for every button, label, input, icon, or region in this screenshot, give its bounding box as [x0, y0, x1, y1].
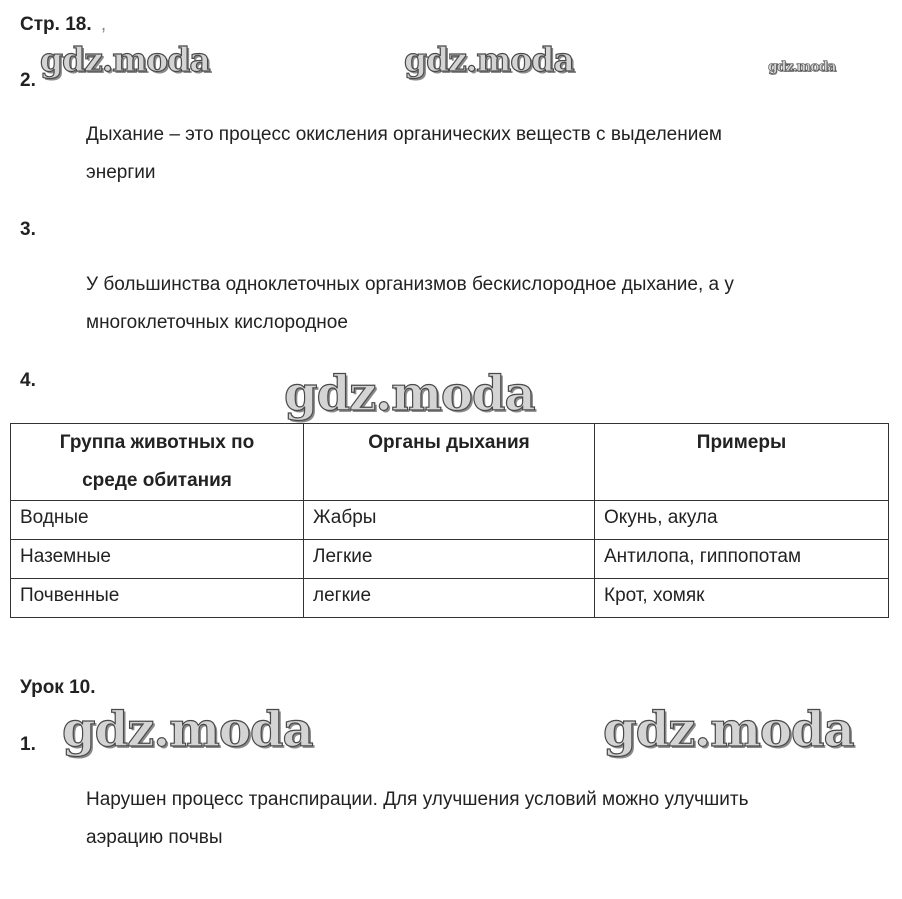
cell-organ: легкие [304, 579, 595, 618]
stray-mark: , [100, 14, 107, 35]
page-heading [20, 14, 106, 36]
answer-line: энергии [86, 162, 156, 183]
watermark: gdz.moda [768, 59, 836, 75]
cell-group: Почвенные [11, 579, 304, 618]
answer-line: У большинства одноклеточных организмов бескислородное дыхание, а у [86, 274, 734, 295]
task-number: 2. [20, 70, 36, 91]
watermark: gdz.moda [40, 40, 210, 79]
respiration-table [10, 423, 889, 618]
answer-line: многоклеточных кислородное [86, 312, 348, 333]
table-row [11, 579, 889, 618]
table-row [11, 501, 889, 540]
cell-examples: Антилопа, гиппопотам [595, 540, 889, 579]
task-number: 1. [20, 734, 36, 755]
task-3-answer [86, 266, 886, 342]
answer-line: Нарушен процесс транспирации. Для улучшения условий можно улучшить [86, 789, 749, 810]
watermark: gdz.moda [62, 702, 313, 758]
cell-examples: Окунь, акула [595, 501, 889, 540]
cell-organ: Легкие [304, 540, 595, 579]
task-number: 3. [20, 219, 36, 240]
column-header-organs: Органы дыхания [304, 424, 595, 501]
watermark: gdz.moda [284, 366, 535, 422]
cell-group: Водные [11, 501, 304, 540]
task-2-answer [86, 116, 886, 192]
cell-organ: Жабры [304, 501, 595, 540]
lesson-title: Урок 10. [20, 677, 96, 698]
table-header-row [11, 424, 889, 501]
watermark: gdz.moda [603, 702, 854, 758]
watermark: gdz.moda [404, 40, 574, 79]
page-label: Стр. 18. [20, 14, 92, 35]
cell-examples: Крот, хомяк [595, 579, 889, 618]
column-header-examples: Примеры [595, 424, 889, 501]
table-row [11, 540, 889, 579]
answer-line: Дыхание – это процесс окисления органических веществ с выделением [86, 124, 722, 145]
column-header-group: Группа животных по среде обитания [11, 424, 304, 501]
task-number: 4. [20, 370, 36, 391]
answer-line: аэрацию почвы [86, 827, 223, 848]
lesson-10-task-1-answer [86, 781, 886, 857]
cell-group: Наземные [11, 540, 304, 579]
